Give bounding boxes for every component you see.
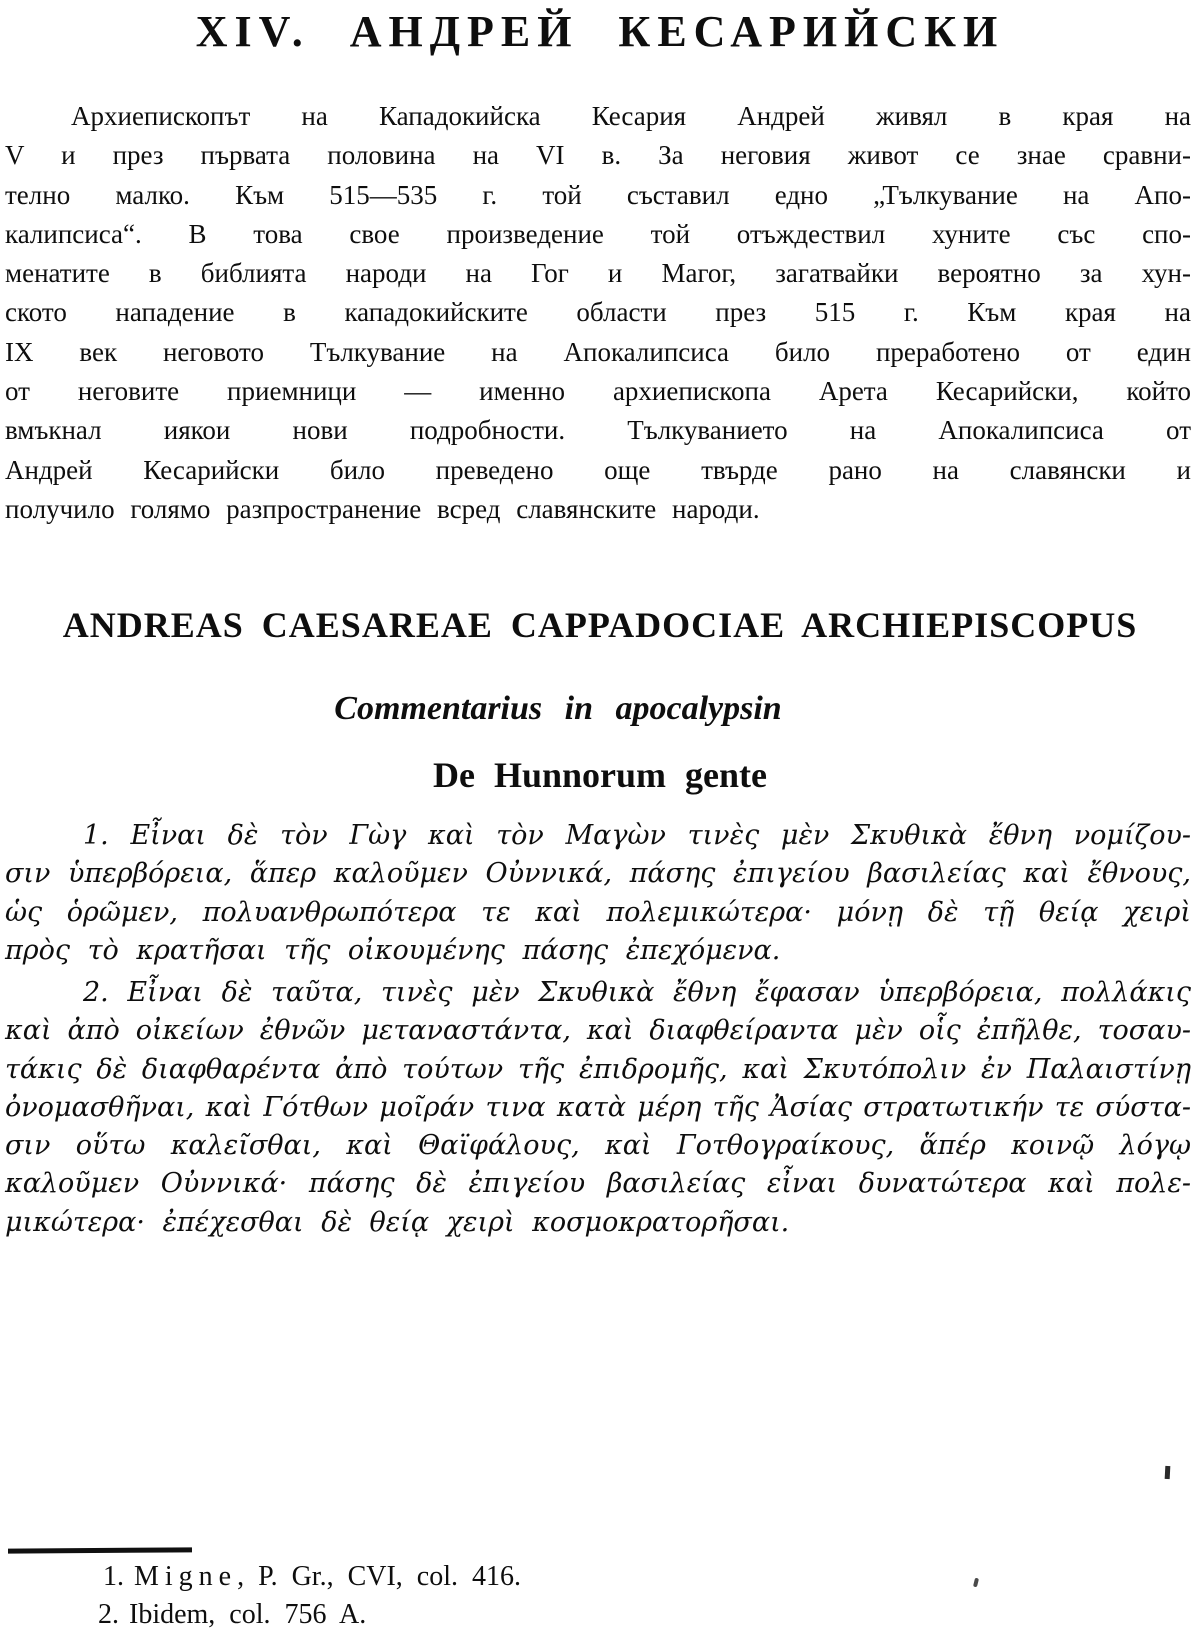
intro-line: Архиепископът на Кападокийска Кесария Андрей живял в края на [71,101,1191,131]
footnote-2-number: 2. [98,1599,119,1630]
footnote-separator [8,1547,192,1553]
intro-line: Андрей Кесарийски било преведено още твърде рано на славянски и [5,454,1191,485]
greek-line: καλοῦμεν Οὐννικά· πάσης δὲ ἐπιγείου βασιλείας εἶναι δυνατώτερα καὶ πολε- [5,1168,1191,1200]
greek-line: 1. Εἶναι δὲ τὸν Γὼγ καὶ τὸν Μαγὼν τινὲς μὲν Σκυθικὰ ἔθνη νομίζου- [83,820,1191,851]
commentarius-heading: Commentarius in apocalypsin [334,690,782,727]
footnote-1 [103,1561,521,1593]
greek-paragraph-1 [5,817,1191,970]
intro-line: телно малко. Към 515—535 г. той съставил едно „Тълкувание на Апо- [5,179,1191,210]
footnote-1-number: 1. [103,1561,124,1592]
greek-line: ὡς ὁρῶμεν, πολυανθρωπότερα τε καὶ πολεμικώτερα· μόνῃ δὲ τῇ θείᾳ χειρὶ [5,896,1191,928]
footnote-2 [98,1599,366,1631]
intro-line: калипсиса“. В това свое произведение той отъждествил хуните със спо- [5,218,1191,249]
footnote-1-text: , P. Gr., CVI, col. 416. [237,1561,522,1592]
footnote-2-text: Ibidem, col. 756 A. [129,1599,367,1630]
greek-line: καὶ ἀπὸ οἰκείων ἐθνῶν μεταναστάντα, καὶ διαφθείραντα μὲν οἷς ἐπῆλθε, τοσαυ- [5,1015,1191,1047]
latin-heading: ANDREAS CAESAREAE CAPPADOCIAE ARCHIEPISCOPUS [62,605,1138,645]
page-title: XIV. АНДРЕЙ КЕСАРИЙСКИ [195,7,1005,56]
greek-line: ὀνομασθῆναι, καὶ Γότθων μοῖράν τινα κατὰ μέρη τῆς Ἀσίας στρατωτικήν τε σύστα- [5,1091,1191,1123]
intro-line: вмъкнал иякои нови подробности. Тълкуванието на Апокалипсиса от [5,415,1191,446]
greek-line: σιν οὕτω καλεῖσθαι, καὶ Θαϊφάλους, καὶ Γοτθογραίκους, ἅπέρ κοινῷ λόγῳ [5,1130,1191,1162]
intro-line: получило голямо разпространение всред славянските народи. [5,493,760,524]
greek-paragraph-2 [5,974,1191,1242]
scan-artifact [1165,1466,1171,1479]
intro-paragraph [5,97,1191,529]
greek-line: μικώτερα· ἐπέχεσθαι δὲ θείᾳ χειρὶ κοσμοκρατορῆσαι. [5,1206,790,1238]
intro-line: менатите в библията народи на Гог и Магог, загатвайки вероятно за хун- [5,258,1191,289]
de-hunnorum-heading: De Hunnorum gente [433,755,767,795]
footnote-1-author: Migne [134,1561,238,1592]
intro-line: от неговите приемници — именно архиепископа Арета Кесарийски, който [5,376,1191,407]
intro-line: ското нападение в кападокийските области през 515 г. Към края на [5,297,1191,328]
scan-artifact [973,1578,979,1588]
greek-line: 2. Εἶναι δὲ ταῦτα, τινὲς μὲν Σκυθικὰ ἔθνη ἔφασαν ὑπερβόρεια, πολλάκις [83,977,1191,1008]
greek-line: τάκις δὲ διαφθαρέντα ἀπὸ τούτων τῆς ἐπιδρομῆς, καὶ Σκυτόπολιν ἐν Παλαιστίνῃ [5,1053,1191,1085]
intro-line: IX век неговото Тълкувание на Апокалипсиса било преработено от един [5,336,1191,367]
greek-line: σιν ὑπερβόρεια, ἅπερ καλοῦμεν Οὐννικά, πάσης ἐπιγείου βασιλείας καὶ ἔθνους, [5,858,1191,890]
greek-line: πρὸς τὸ κρατῆσαι τῆς οἰκουμένης πάσης ἐπεχόμενα. [5,934,781,966]
intro-line: V и през първата половина на VI в. За неговия живот се знае сравни- [5,140,1191,171]
